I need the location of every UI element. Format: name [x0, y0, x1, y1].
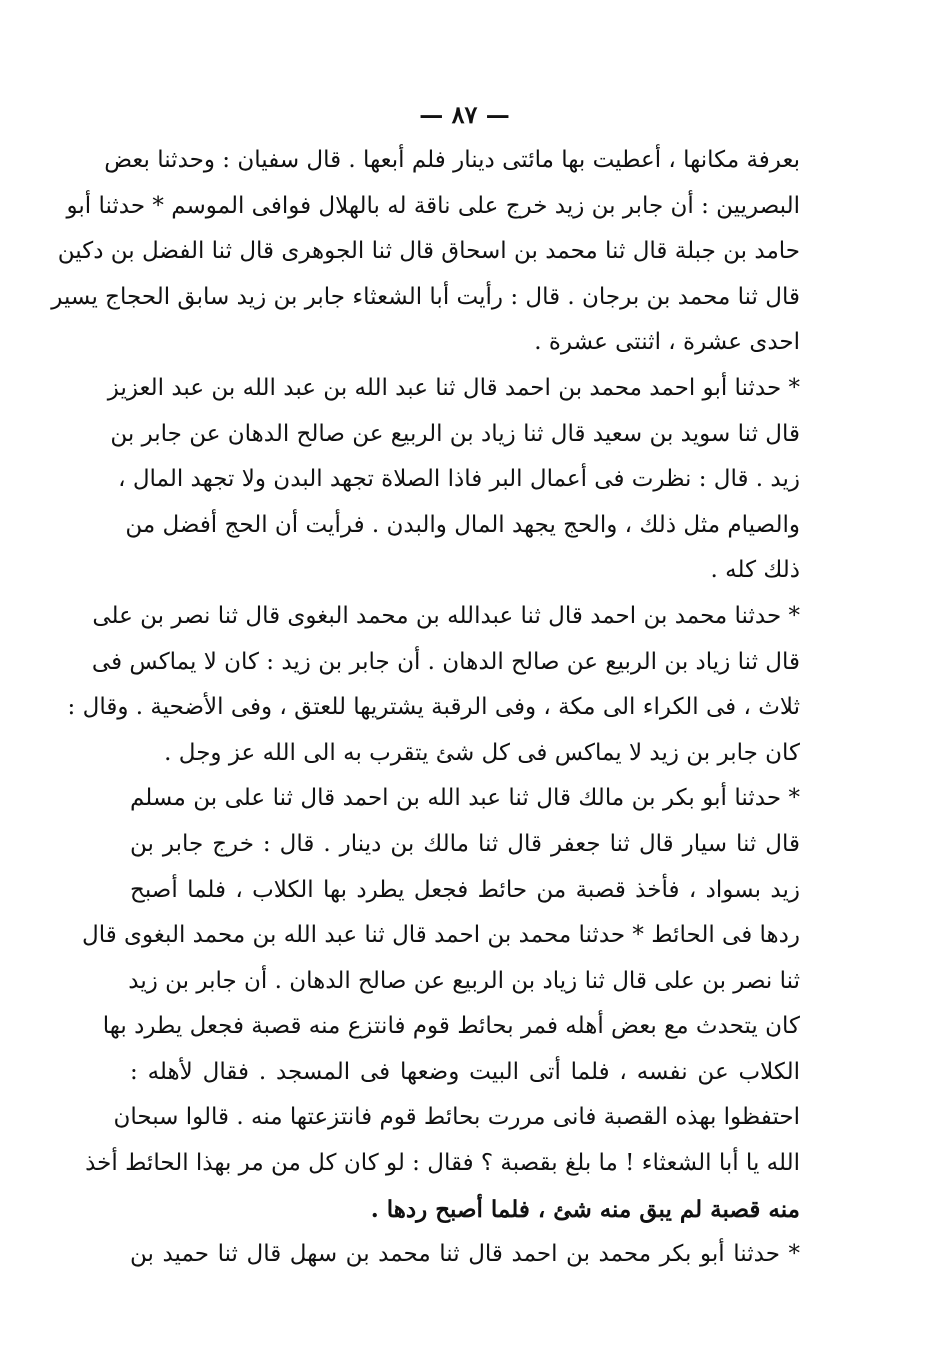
text-body [51, 138, 800, 1278]
text-line: ذلك كله . [710, 557, 800, 584]
text-line: احدى عشرة ، اثنتى عشرة . [534, 329, 800, 356]
text-line: والصيام مثل ذلك ، والحج يجهد المال والبدن . فرأيت أن الحج أفضل من [125, 511, 800, 538]
text-line: منه قصبة لم يبق منه شئ ، فلما أصبح ردها . [370, 1195, 800, 1223]
text-line: قال ثنا محمد بن برجان . قال : رأيت أبا الشعثاء جابر بن زيد سابق الحجاج يسير [51, 283, 800, 310]
text-line: قال ثنا سويد بن سعيد قال ثنا زياد بن الربيع عن صالح الدهان عن جابر بن [110, 420, 800, 447]
text-line: بعرفة مكانها ، أعطيت بها مائتى دينار فلم أبعها . قال سفيان : وحدثنا بعض [104, 147, 800, 173]
text-line: ردها فى الحائط * حدثنا محمد بن احمد قال ثنا عبد الله بن محمد البغوى قال [82, 922, 800, 949]
page-number: — ٨٧ — [419, 100, 510, 129]
text-line: كان يتحدث مع بعض أهله فمر بحائط قوم فانتزع منه قصبة فجعل يطرد بها [102, 1013, 800, 1040]
text-line: * حدثنا محمد بن احمد قال ثنا عبدالله بن محمد البغوى قال ثنا نصر بن على [92, 602, 800, 629]
text-line: قال ثنا زياد بن الربيع عن صالح الدهان . أن جابر بن زيد : كان لا يماكس فى [91, 648, 800, 675]
text-line: * حدثنا أبو بكر محمد بن احمد قال ثنا محمد بن سهل قال ثنا حميد بن [130, 1241, 800, 1268]
text-line: زيد بسواد ، فأخذ قصبة من حائط فجعل يطرد بها الكلاب ، فلما أصبح [130, 876, 800, 903]
text-line: كان جابر بن زيد لا يماكس فى كل شئ يتقرب به الى الله عز وجل . [164, 739, 800, 766]
text-line: زيد . قال : نظرت فى أعمال البر فاذا الصلاة تجهد البدن ولا تجهد المال ، [118, 466, 800, 493]
text-line: ثنا نصر بن على قال ثنا زياد بن الربيع عن صالح الدهان . أن جابر بن زيد [128, 967, 800, 994]
text-line: حامد بن جبلة قال ثنا محمد بن اسحاق قال ثنا الجوهرى قال ثنا الفضل بن دكين [57, 238, 800, 265]
text-line: * حدثنا أبو احمد محمد بن احمد قال ثنا عبد الله بن عبد الله بن عبد العزيز [107, 374, 800, 401]
text-line: ثلاث ، فى الكراء الى مكة ، وفى الرقبة يشتريها للعتق ، وفى الأضحية . وقال : [67, 694, 800, 721]
text-line: قال ثنا سيار قال ثنا جعفر قال ثنا مالك بن دينار . قال : خرج جابر بن [130, 830, 800, 857]
text-line: البصريين : أن جابر بن زيد خرج على ناقة له بالهلال فوافى الموسم * حدثنا أبو [66, 192, 800, 219]
text-line: * حدثنا أبو بكر بن مالك قال ثنا عبد الله بن احمد قال ثنا على بن مسلم [130, 785, 800, 812]
text-line: الله يا أبا الشعثاء ! ما بلغ بقصبة ؟ فقال : لو كان كل من مر بهذا الحائط أخذ [85, 1150, 800, 1177]
text-line: احتفظوا بهذه القصبة فانى مررت بحائط قوم فانتزعتها منه . قالوا سبحان [113, 1104, 800, 1131]
text-line: الكلاب عن نفسه ، فلما أتى البيت وضعها فى المسجد . فقال لأهله : [130, 1058, 800, 1085]
